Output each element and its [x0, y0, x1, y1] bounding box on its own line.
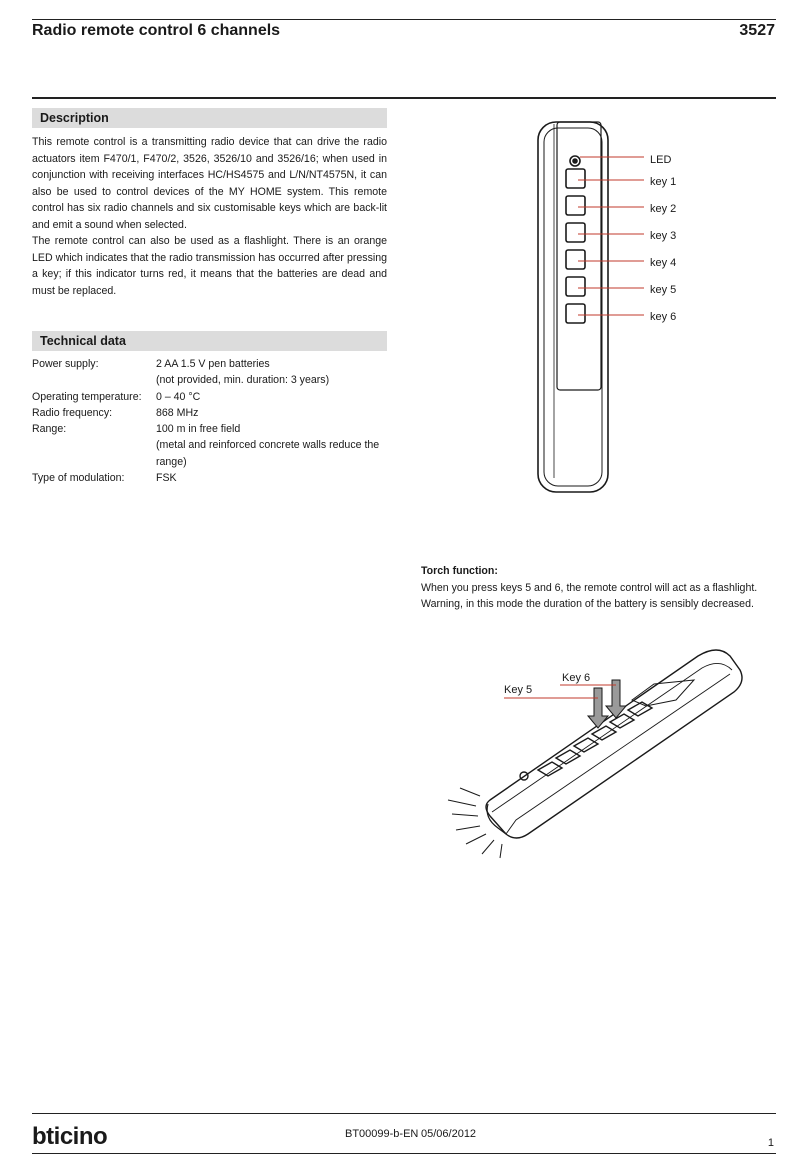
technical-table	[32, 356, 402, 486]
tech-row	[32, 405, 402, 421]
tech-row	[32, 356, 402, 372]
key-1-shape	[566, 169, 585, 188]
key-panel	[557, 122, 601, 390]
product-code: 3527	[739, 22, 775, 39]
tech-value: 0 – 40 °C	[156, 390, 201, 403]
footer-rule-top	[32, 1113, 776, 1114]
tech-label: Radio frequency:	[32, 406, 113, 419]
led-label: LED	[650, 154, 672, 166]
key-5-label: key 5	[650, 284, 677, 296]
tech-label: Operating temperature:	[32, 390, 142, 403]
key-3-label: key 3	[650, 230, 677, 242]
page-number: 1	[767, 1137, 774, 1149]
tech-value: (not provided, min. duration: 3 years)	[156, 374, 330, 387]
key-2-label: key 2	[650, 203, 677, 215]
key-5-shape	[566, 277, 585, 296]
tech-row	[32, 372, 402, 388]
key-6-label: key 6	[650, 311, 677, 323]
description-paragraph-2: The remote control can also be used as a flashlight. There is an orange LED which indicates that the radio transmission has occurred after pressing a key; if this indicator turns red, it means that the batteries are dead and must be replaced.	[32, 235, 387, 297]
tech-label: Type of modulation:	[32, 472, 125, 485]
remote-front-diagram	[530, 118, 690, 496]
tech-value: 868 MHz	[156, 406, 199, 419]
key-3-shape	[566, 223, 585, 242]
key-4-shape	[566, 250, 585, 269]
tech-value: 2 AA 1.5 V pen batteries	[156, 358, 270, 370]
tech-label: Range:	[32, 423, 67, 436]
bticino-logo-text: bticino	[32, 1123, 108, 1149]
key-5-arrow	[588, 688, 608, 728]
description-paragraph-1: This remote control is a transmitting radio device that can drive the radio actuators item F470/1, F470/2, 3526, 3526/10 and 3526/16; when used in conjunction with receiving interfaces HC/HS4575 and L/N/NT4575N, it can also be used to control devices of the MY HOME system. This remote control has six radio channels and six customisable keys which are back-lit and emit a sound when selected.	[32, 136, 387, 231]
remote-side-diagram	[440, 640, 760, 860]
key-4-label: key 4	[650, 257, 677, 269]
tech-value: (metal and reinforced concrete walls reduce the range)	[156, 439, 380, 468]
tech-row	[32, 437, 402, 470]
tech-value: 100 m in free field	[156, 423, 241, 436]
remote-body-side	[486, 650, 742, 838]
description-text	[32, 134, 387, 299]
page-title: Radio remote control 6 channels	[32, 22, 281, 39]
top-rule	[32, 19, 776, 20]
tech-value: FSK	[156, 472, 177, 485]
key-6-side-label: Key 6	[562, 672, 591, 684]
tech-row	[32, 389, 402, 405]
torch-title: Torch function:	[421, 565, 498, 577]
side-key-6	[628, 702, 652, 716]
remote-body-inner	[544, 128, 602, 486]
technical-heading: Technical data	[32, 331, 387, 351]
key-1-label: key 1	[650, 176, 677, 188]
light-rays	[448, 788, 502, 858]
tech-label	[32, 372, 156, 388]
key-2-shape	[566, 196, 585, 215]
tech-label	[32, 437, 156, 470]
torch-section	[421, 563, 781, 613]
torch-line-1: When you press keys 5 and 6, the remote control will act as a flashlight.	[421, 581, 758, 594]
description-heading: Description	[32, 108, 387, 128]
document-date: 05/06/2012	[421, 1128, 477, 1140]
remote-body-outline	[538, 122, 608, 492]
document-reference: BT00099-b-EN	[345, 1128, 419, 1140]
torch-line-2: Warning, in this mode the duration of the battery is sensibly decreased.	[421, 598, 754, 610]
key-6-arrow	[606, 680, 626, 718]
key-6-shape	[566, 304, 585, 323]
tech-row	[32, 470, 402, 486]
key-5-side-label: Key 5	[504, 684, 533, 696]
side-key-5	[610, 714, 634, 728]
side-key-4	[592, 726, 616, 740]
header-rule	[32, 97, 776, 99]
bticino-logo	[32, 1123, 144, 1154]
tech-row	[32, 421, 402, 437]
tech-label: Power supply:	[32, 358, 99, 370]
